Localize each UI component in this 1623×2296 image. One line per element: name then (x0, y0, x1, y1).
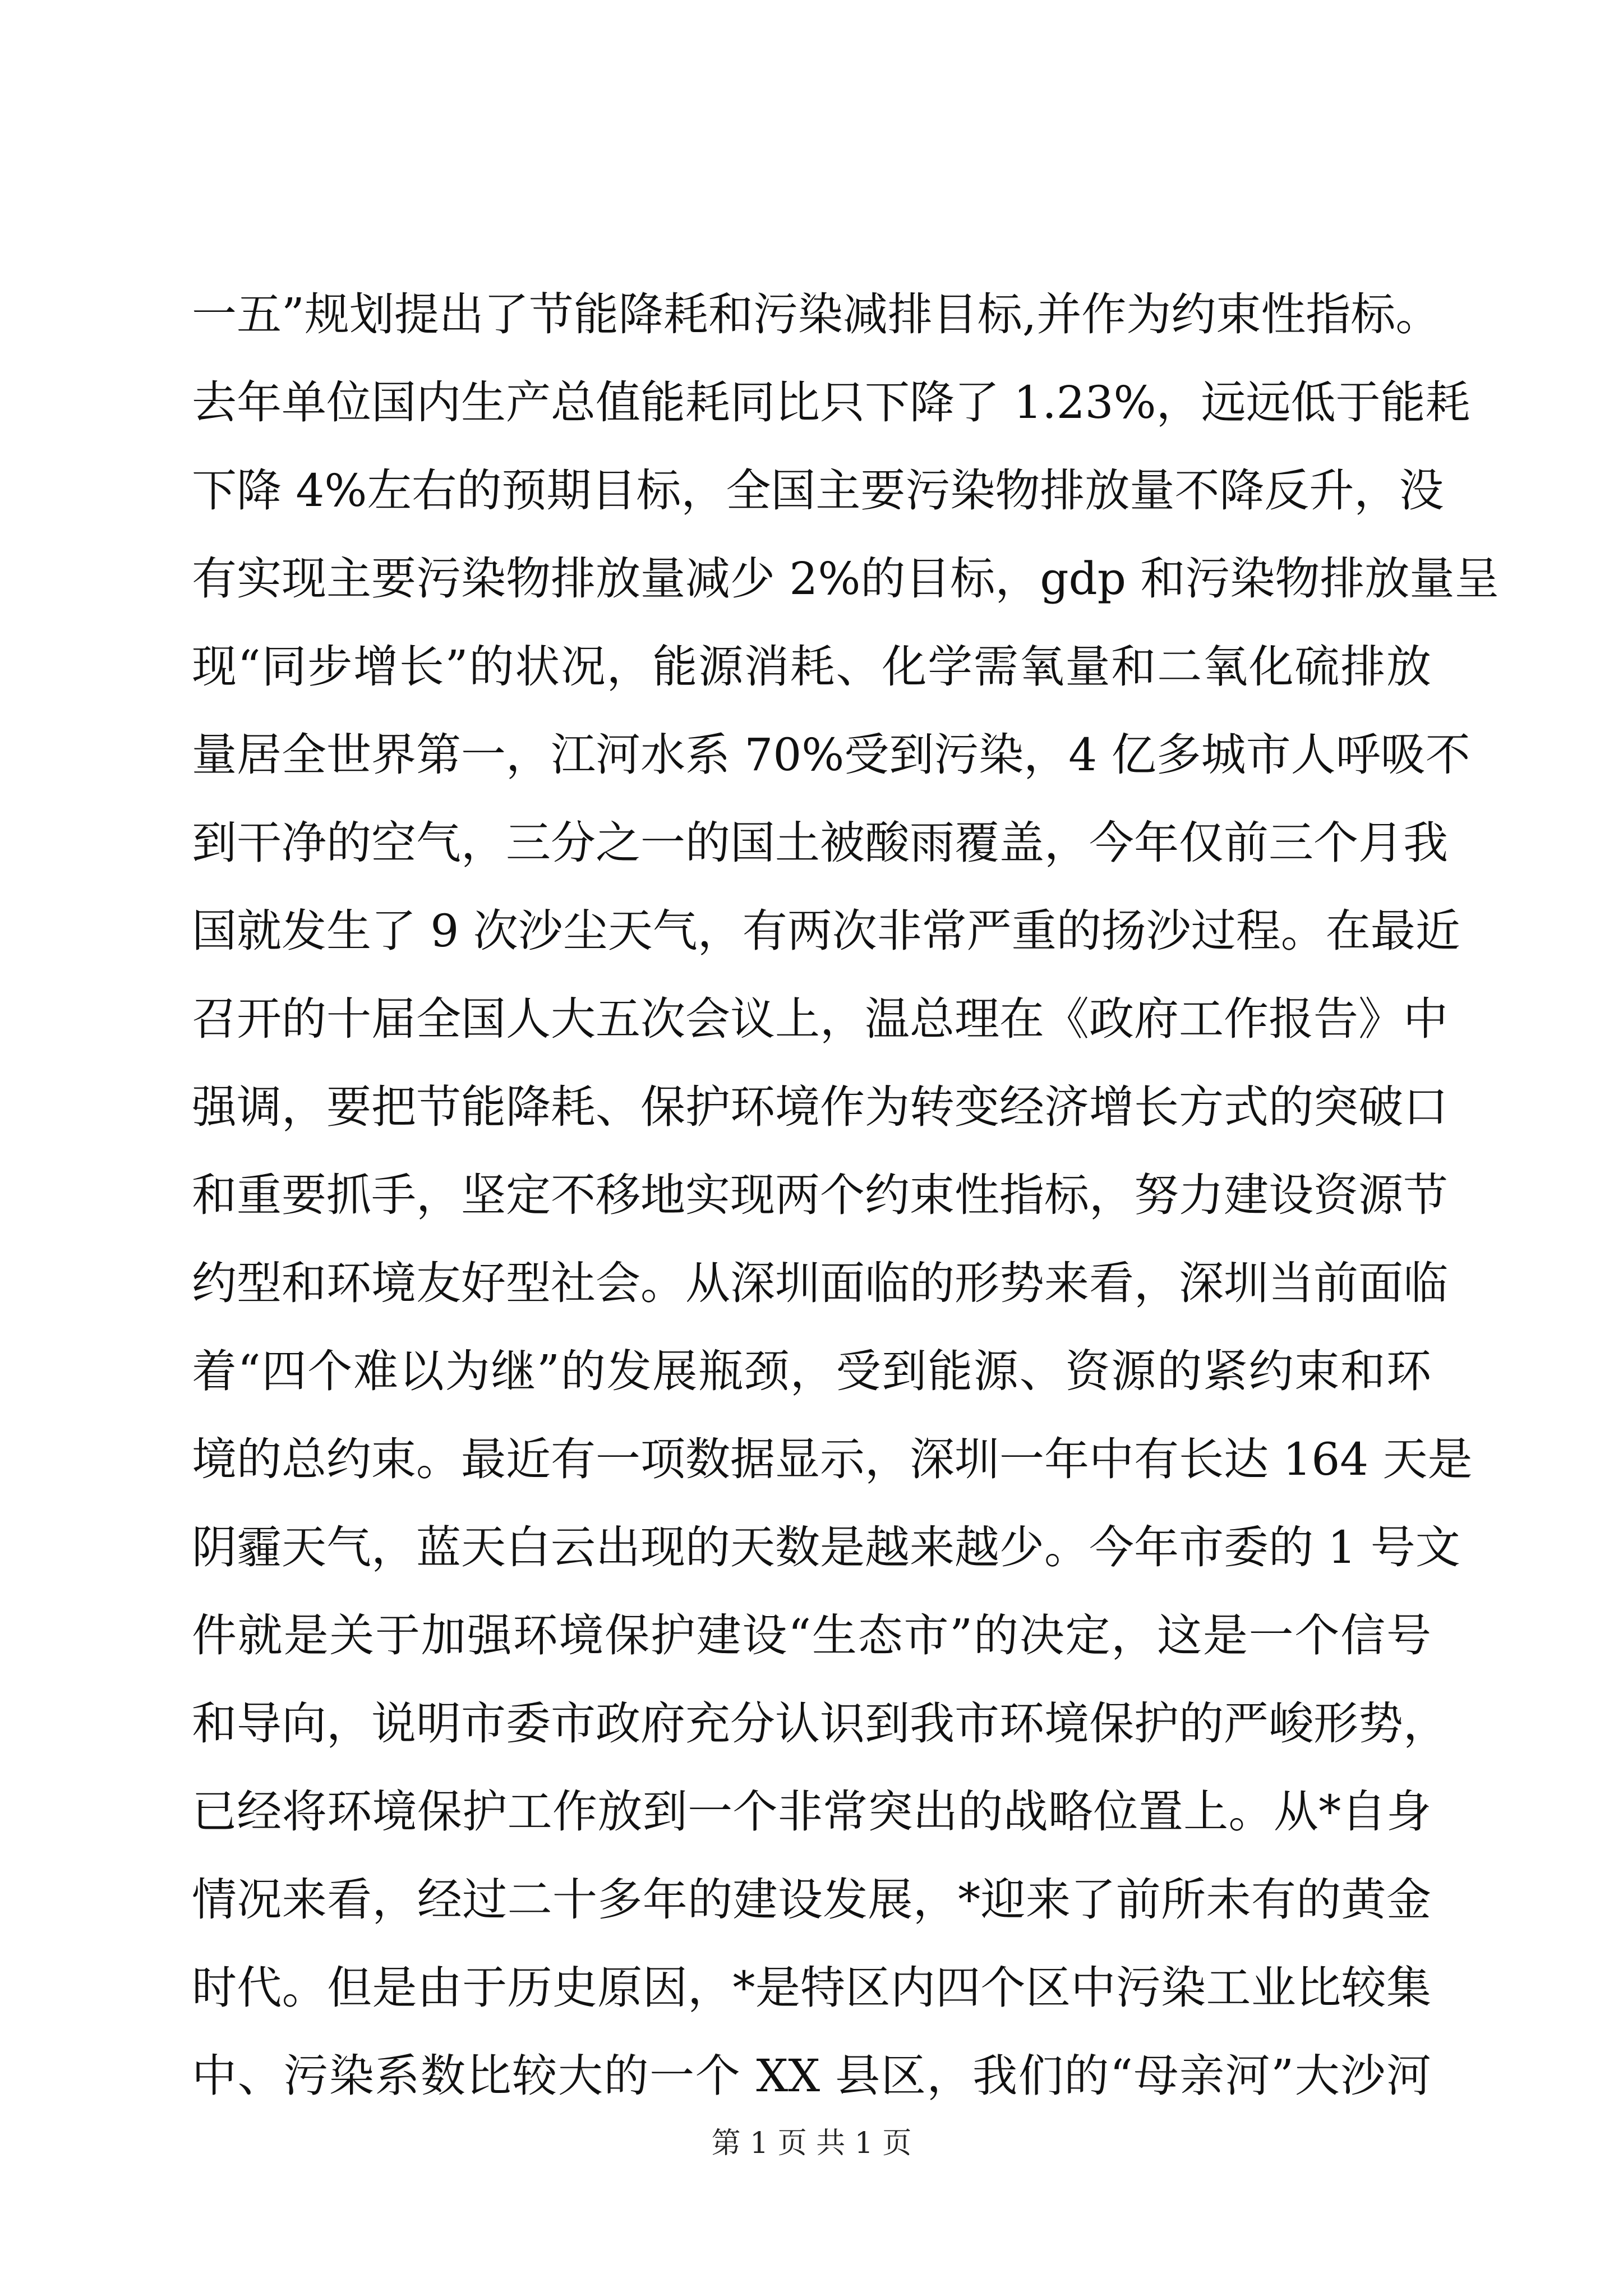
text-line-17: 和导向，说明市委市政府充分认识到我市环境保护的严峻形势， (192, 1697, 1448, 1750)
text-line-18: 已经将环境保护工作放到一个非常突出的战略位置上。从*自身 (192, 1786, 1431, 1838)
text-line-1: 一五”规划提出了节能降耗和污染减排目标,并作为约束性指标。 (192, 288, 1441, 341)
text-line-4: 有实现主要污染物排放量减少 2%的目标，gdp 和污染物排放量呈 (192, 553, 1500, 605)
text-line-5: 现“同步增长”的状况，能源消耗、化学需氧量和二氧化硫排放 (192, 641, 1431, 693)
page-number-footer: 第 1 页 共 1 页 (711, 2127, 912, 2160)
text-line-8: 国就发生了 9 次沙尘天气，有两次非常严重的扬沙过程。在最近 (192, 905, 1460, 957)
body-text (192, 270, 1500, 2120)
text-line-9: 召开的十届全国人大五次会议上，温总理在《政府工作报告》中 (192, 993, 1448, 1045)
text-line-20: 时代。但是由于历史原因，*是特区内四个区中污染工业比较集 (192, 1962, 1431, 2014)
text-line-19: 情况来看，经过二十多年的建设发展，*迎来了前所未有的黄金 (192, 1874, 1431, 1926)
text-line-7: 到干净的空气，三分之一的国土被酸雨覆盖，今年仅前三个月我 (192, 817, 1448, 869)
text-line-6: 量居全世界第一，江河水系 70%受到污染，4 亿多城市人呼吸不 (192, 729, 1470, 781)
text-line-21: 中、污染系数比较大的一个 XX 县区，我们的“母亲河”大沙河 (192, 2050, 1431, 2102)
text-line-16: 件就是关于加强环境保护建设“生态市”的决定，这是一个信号 (192, 1609, 1431, 1662)
text-line-14: 境的总约束。最近有一项数据显示，深圳一年中有长达 164 天是 (192, 1433, 1473, 1485)
text-line-12: 约型和环境友好型社会。从深圳面临的形势来看，深圳当前面临 (192, 1257, 1448, 1309)
text-line-13: 着“四个难以为继”的发展瓶颈，受到能源、资源的紧约束和环 (192, 1345, 1431, 1397)
text-line-2: 去年单位国内生产总值能耗同比只下降了 1.23%，远远低于能耗 (192, 376, 1470, 429)
text-line-10: 强调，要把节能降耗、保护环境作为转变经济增长方式的突破口 (192, 1081, 1448, 1133)
text-line-15: 阴霾天气，蓝天白云出现的天数是越来越少。今年市委的 1 号文 (192, 1521, 1460, 1573)
text-line-3: 下降 4%左右的预期目标，全国主要污染物排放量不降反升，没 (192, 464, 1444, 517)
text-line-11: 和重要抓手，坚定不移地实现两个约束性指标，努力建设资源节 (192, 1169, 1448, 1221)
